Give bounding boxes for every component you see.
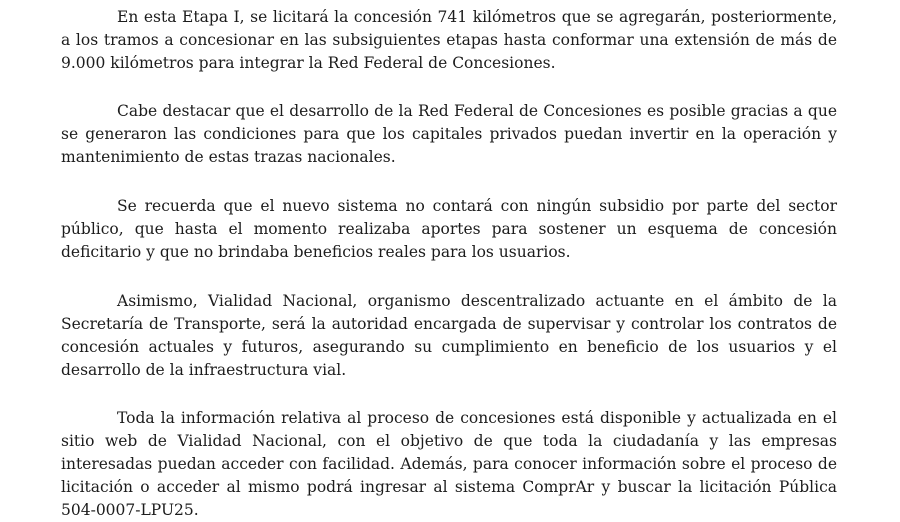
paragraph-red-federal: Cabe destacar que el desarrollo de la Red Federal de Concesiones es posible gracias a que se generaron las condiciones para que los capitales privados puedan invertir en la operación y mantenimiento de estas trazas nacionales. [61, 102, 837, 166]
paragraph-informacion-concesiones: Toda la información relativa al proceso de concesiones está disponible y actualizada en el sitio web de Vialidad Nacional, con el objetivo de que toda la ciudadanía y las empresas interesadas puedan acceder con facilidad. Además, para conocer información sobre el proceso de licitación o acceder al mismo podrá ingresar al sistema ComprAr y buscar la licitación Pública 504-0007-LPU25. [61, 409, 837, 519]
paragraph-subsidio: Se recuerda que el nuevo sistema no contará con ningún subsidio por parte del sector público, que hasta el momento realizaba aportes para sostener un esquema de concesión deficitario y que no brindaba beneficios reales para los usuarios. [61, 197, 837, 261]
paragraph-etapa-i: En esta Etapa I, se licitará la concesión 741 kilómetros que se agregarán, posteriormente, a los tramos a concesionar en las subsiguientes etapas hasta conformar una extensión de más de 9.000 kilómetros para integrar la Red Federal de Concesiones. [61, 8, 837, 72]
paragraph-vialidad-nacional: Asimismo, Vialidad Nacional, organismo descentralizado actuante en el ámbito de la Secretaría de Transporte, será la autoridad encargada de supervisar y controlar los contratos de concesión actuales y futuros, asegurando su cumplimiento en beneficio de los usuarios y el desarrollo de la infraestructura vial. [61, 292, 837, 379]
